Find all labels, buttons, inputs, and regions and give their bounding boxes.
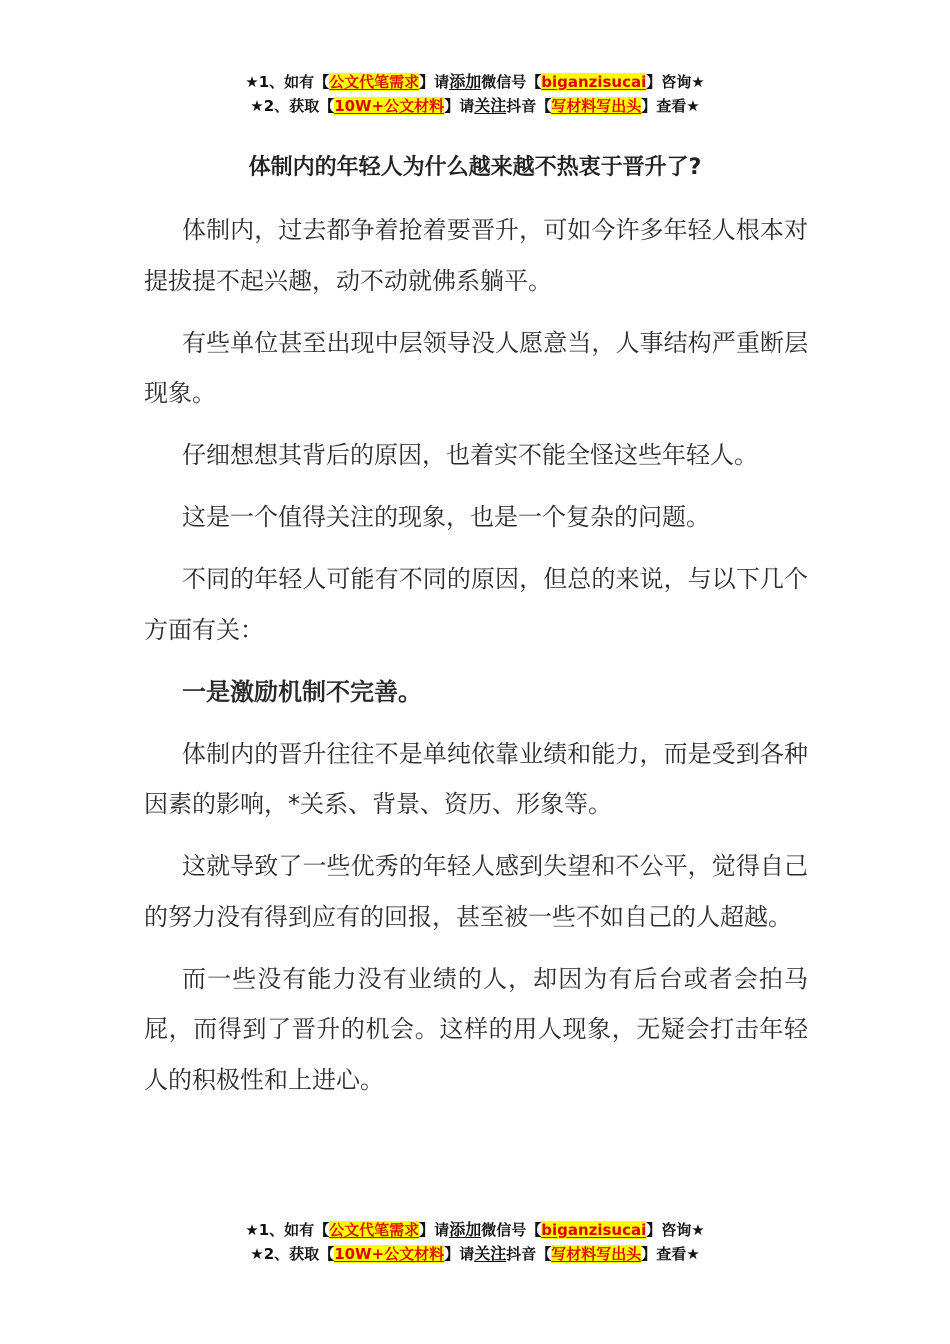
paragraph: 而一些没有能力没有业绩的人，却因为有后台或者会拍马屁，而得到了晋升的机会。这样的用人现象，无疑会打击年轻人的积极性和上进心。: [144, 964, 808, 1094]
wechat-id: biganzisucai: [541, 1221, 647, 1239]
banner-text: 】请: [444, 1245, 475, 1263]
paragraph: 这就导致了一些优秀的年轻人感到失望和不公平，觉得自己的努力没有得到应有的回报，甚至被一些不如自己的人超越。: [144, 852, 808, 931]
paragraph: 这是一个值得关注的现象，也是一个复杂的问题。: [182, 503, 710, 531]
banner-line-2: [0, 94, 950, 118]
footer-banner: [0, 1218, 950, 1266]
highlight-service: 公文代笔需求: [329, 73, 420, 91]
emphasis-add: 添加: [449, 1220, 482, 1239]
banner-text: 抖音【: [506, 97, 552, 115]
banner-text: ★1、如有【: [245, 1221, 330, 1239]
banner-text: ★1、如有【: [245, 73, 330, 91]
banner-text: 】查看★: [641, 97, 700, 115]
banner-text: 抖音【: [506, 1245, 552, 1263]
douyin-account: 写材料写出头: [551, 97, 642, 115]
banner-line-2: [0, 1242, 950, 1266]
douyin-account: 写材料写出头: [551, 1245, 642, 1263]
banner-text: 】请: [419, 1221, 450, 1239]
highlight-materials: 10W+公文材料: [334, 1245, 445, 1263]
banner-text: 】请: [444, 97, 475, 115]
banner-text: 】咨询★: [646, 1221, 705, 1239]
banner-line-1: [0, 70, 950, 94]
emphasis-follow: 关注: [474, 96, 507, 115]
header-banner: [0, 70, 950, 118]
banner-text: 微信号【: [481, 1221, 542, 1239]
paragraph: 有些单位甚至出现中层领导没人愿意当，人事结构严重断层现象。: [144, 328, 808, 407]
emphasis-follow: 关注: [474, 1244, 507, 1263]
banner-text: ★2、获取【: [250, 97, 335, 115]
highlight-materials: 10W+公文材料: [334, 97, 445, 115]
banner-text: 】请: [419, 73, 450, 91]
emphasis-add: 添加: [449, 72, 482, 91]
banner-text: 】查看★: [641, 1245, 700, 1263]
document-title: 体制内的年轻人为什么越来越不热衷于晋升了?: [248, 155, 702, 180]
highlight-service: 公文代笔需求: [329, 1221, 420, 1239]
paragraph: 体制内，过去都争着抢着要晋升，可如今许多年轻人根本对提拔提不起兴趣，动不动就佛系躺平。: [144, 216, 808, 295]
banner-line-1: [0, 1218, 950, 1242]
banner-text: 】咨询★: [646, 73, 705, 91]
document-body: [144, 205, 808, 1117]
paragraph: 不同的年轻人可能有不同的原因，但总的来说，与以下几个方面有关：: [144, 565, 808, 644]
banner-text: 微信号【: [481, 73, 542, 91]
banner-text: ★2、获取【: [250, 1245, 335, 1263]
wechat-id: biganzisucai: [541, 73, 647, 91]
section-heading: 一是激励机制不完善。: [182, 677, 422, 706]
paragraph: 仔细想想其背后的原因，也着实不能全怪这些年轻人。: [182, 441, 758, 469]
paragraph: 体制内的晋升往往不是单纯依靠业绩和能力，而是受到各种因素的影响，*关系、背景、资历、形象等。: [144, 739, 808, 818]
